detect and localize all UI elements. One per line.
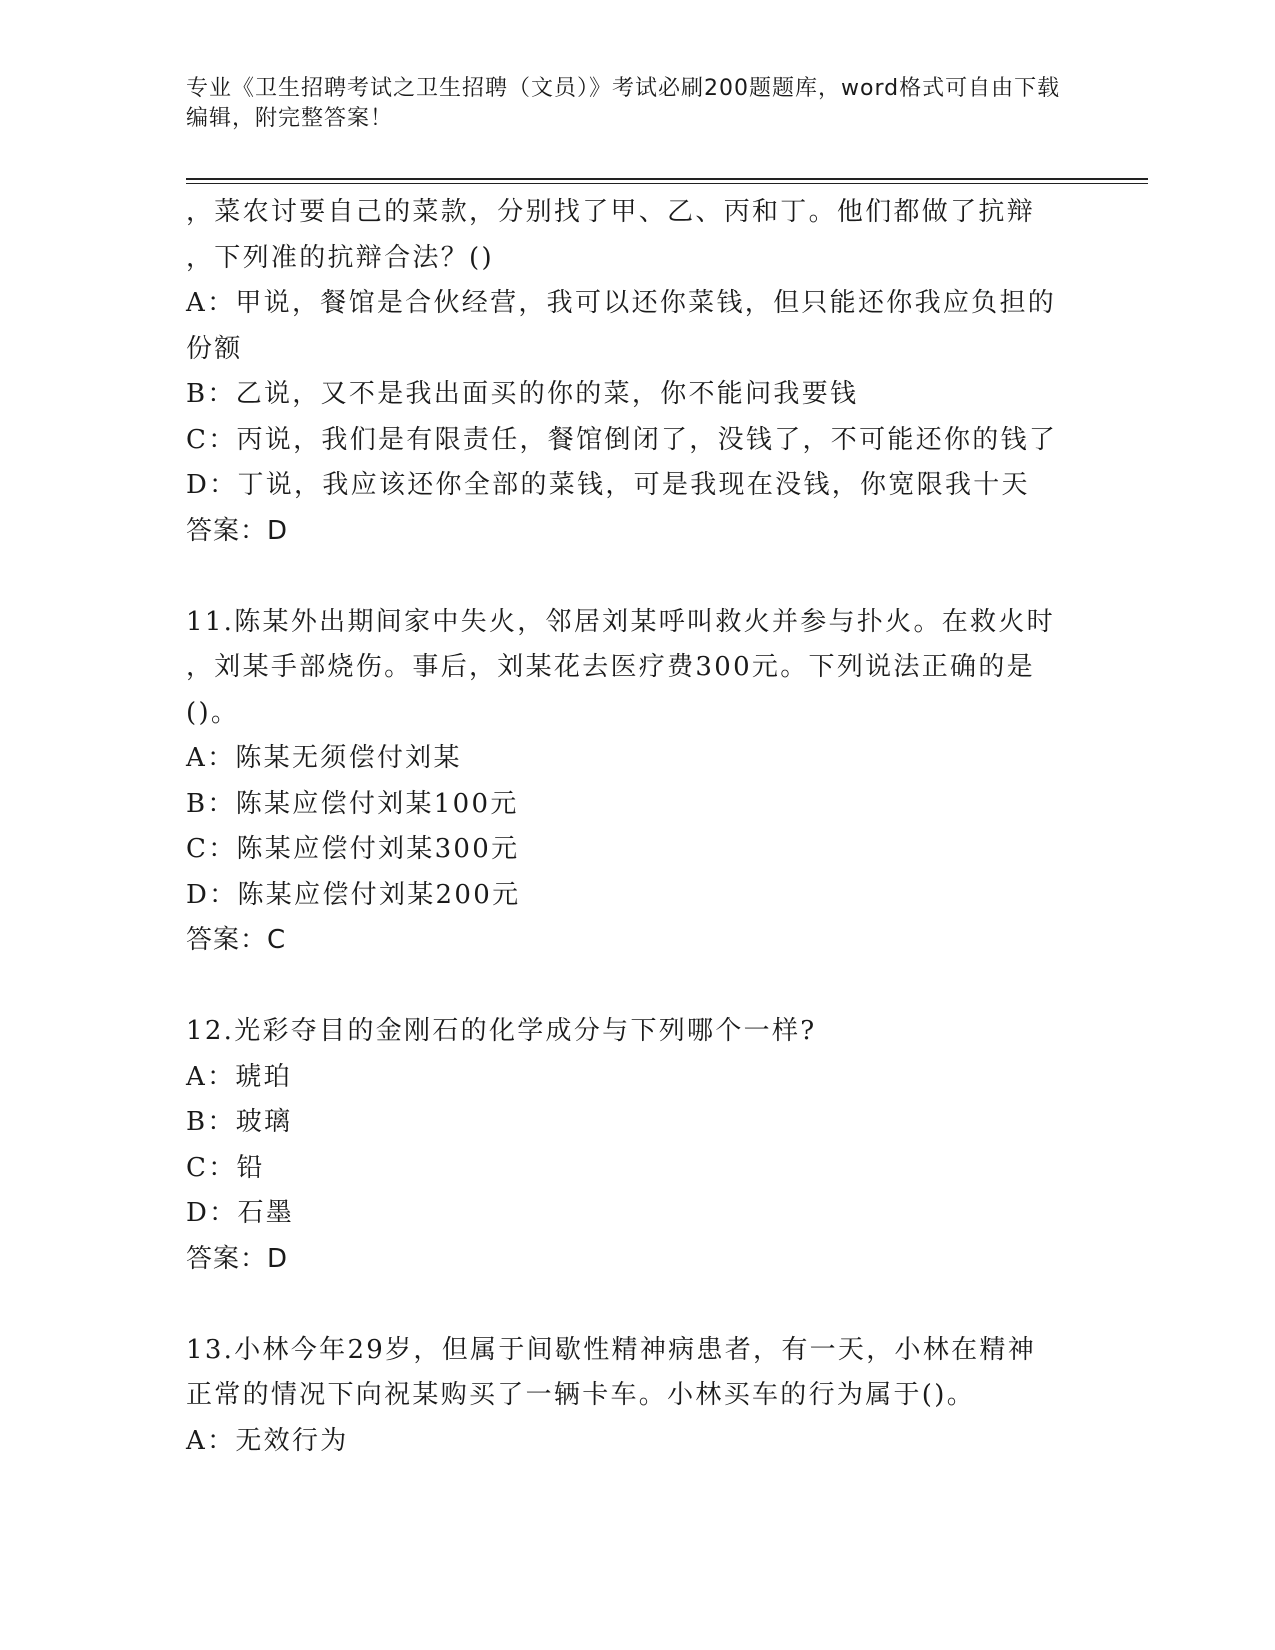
document-header: 专业《卫生招聘考试之卫生招聘（文员）》考试必刷200题题库，word格式可自由下载编辑，附完整答案！ <box>186 76 1061 131</box>
question-stem-line: 13.小林今年29岁，但属于间歇性精神病患者，有一天，小林在精神 <box>186 1334 1037 1365</box>
option-a-continued: 份额 <box>186 333 243 364</box>
question-stem-line: ，下列准的抗辩合法？() <box>186 242 494 273</box>
question-stem-line: 12.光彩夺目的金刚石的化学成分与下列哪个一样? <box>186 1016 817 1046</box>
question-stem-line: ()。 <box>186 697 240 728</box>
question-stem-line: 正常的情况下向祝某购买了一辆卡车。小林买车的行为属于()。 <box>186 1380 975 1410</box>
question-10 <box>186 190 1066 554</box>
option-b: B：乙说，又不是我出面买的你的菜，你不能问我要钱 <box>186 379 859 409</box>
question-stem-line: ，菜农讨要自己的菜款，分别找了甲、乙、丙和丁。他们都做了抗辩 <box>186 197 1036 227</box>
option-a: A：无效行为 <box>186 1425 349 1456</box>
option-a: A：琥珀 <box>186 1061 292 1092</box>
answer: 答案：D <box>186 515 289 546</box>
question-content <box>186 190 1066 1464</box>
option-d: D：石墨 <box>186 1198 295 1228</box>
option-a: A：甲说，餐馆是合伙经营，我可以还你菜钱，但只能还你我应负担的 <box>186 288 1057 318</box>
question-11 <box>186 600 1066 964</box>
option-c: C：丙说，我们是有限责任，餐馆倒闭了，没钱了，不可能还你的钱了 <box>186 424 1058 455</box>
option-c: C：铅 <box>186 1152 265 1183</box>
answer: 答案：D <box>186 1243 289 1274</box>
option-b: B：玻璃 <box>186 1107 293 1137</box>
question-stem-line: 11.陈某外出期间家中失火，邻居刘某呼叫救火并参与扑火。在救火时 <box>186 606 1055 637</box>
option-d: D：丁说，我应该还你全部的菜钱，可是我现在没钱，你宽限我十天 <box>186 470 1030 500</box>
question-12 <box>186 1009 1066 1282</box>
header-rule-thick <box>186 178 1148 180</box>
question-stem-line: ，刘某手部烧伤。事后，刘某花去医疗费300元。下列说法正确的是 <box>186 652 1035 682</box>
answer: 答案：C <box>186 925 287 955</box>
option-c: C：陈某应偿付刘某300元 <box>186 834 520 864</box>
option-a: A：陈某无须偿付刘某 <box>186 743 462 773</box>
option-d: D：陈某应偿付刘某200元 <box>186 879 521 910</box>
header-rule-thin <box>186 183 1148 184</box>
question-13 <box>186 1328 1066 1465</box>
option-b: B：陈某应偿付刘某100元 <box>186 788 519 819</box>
